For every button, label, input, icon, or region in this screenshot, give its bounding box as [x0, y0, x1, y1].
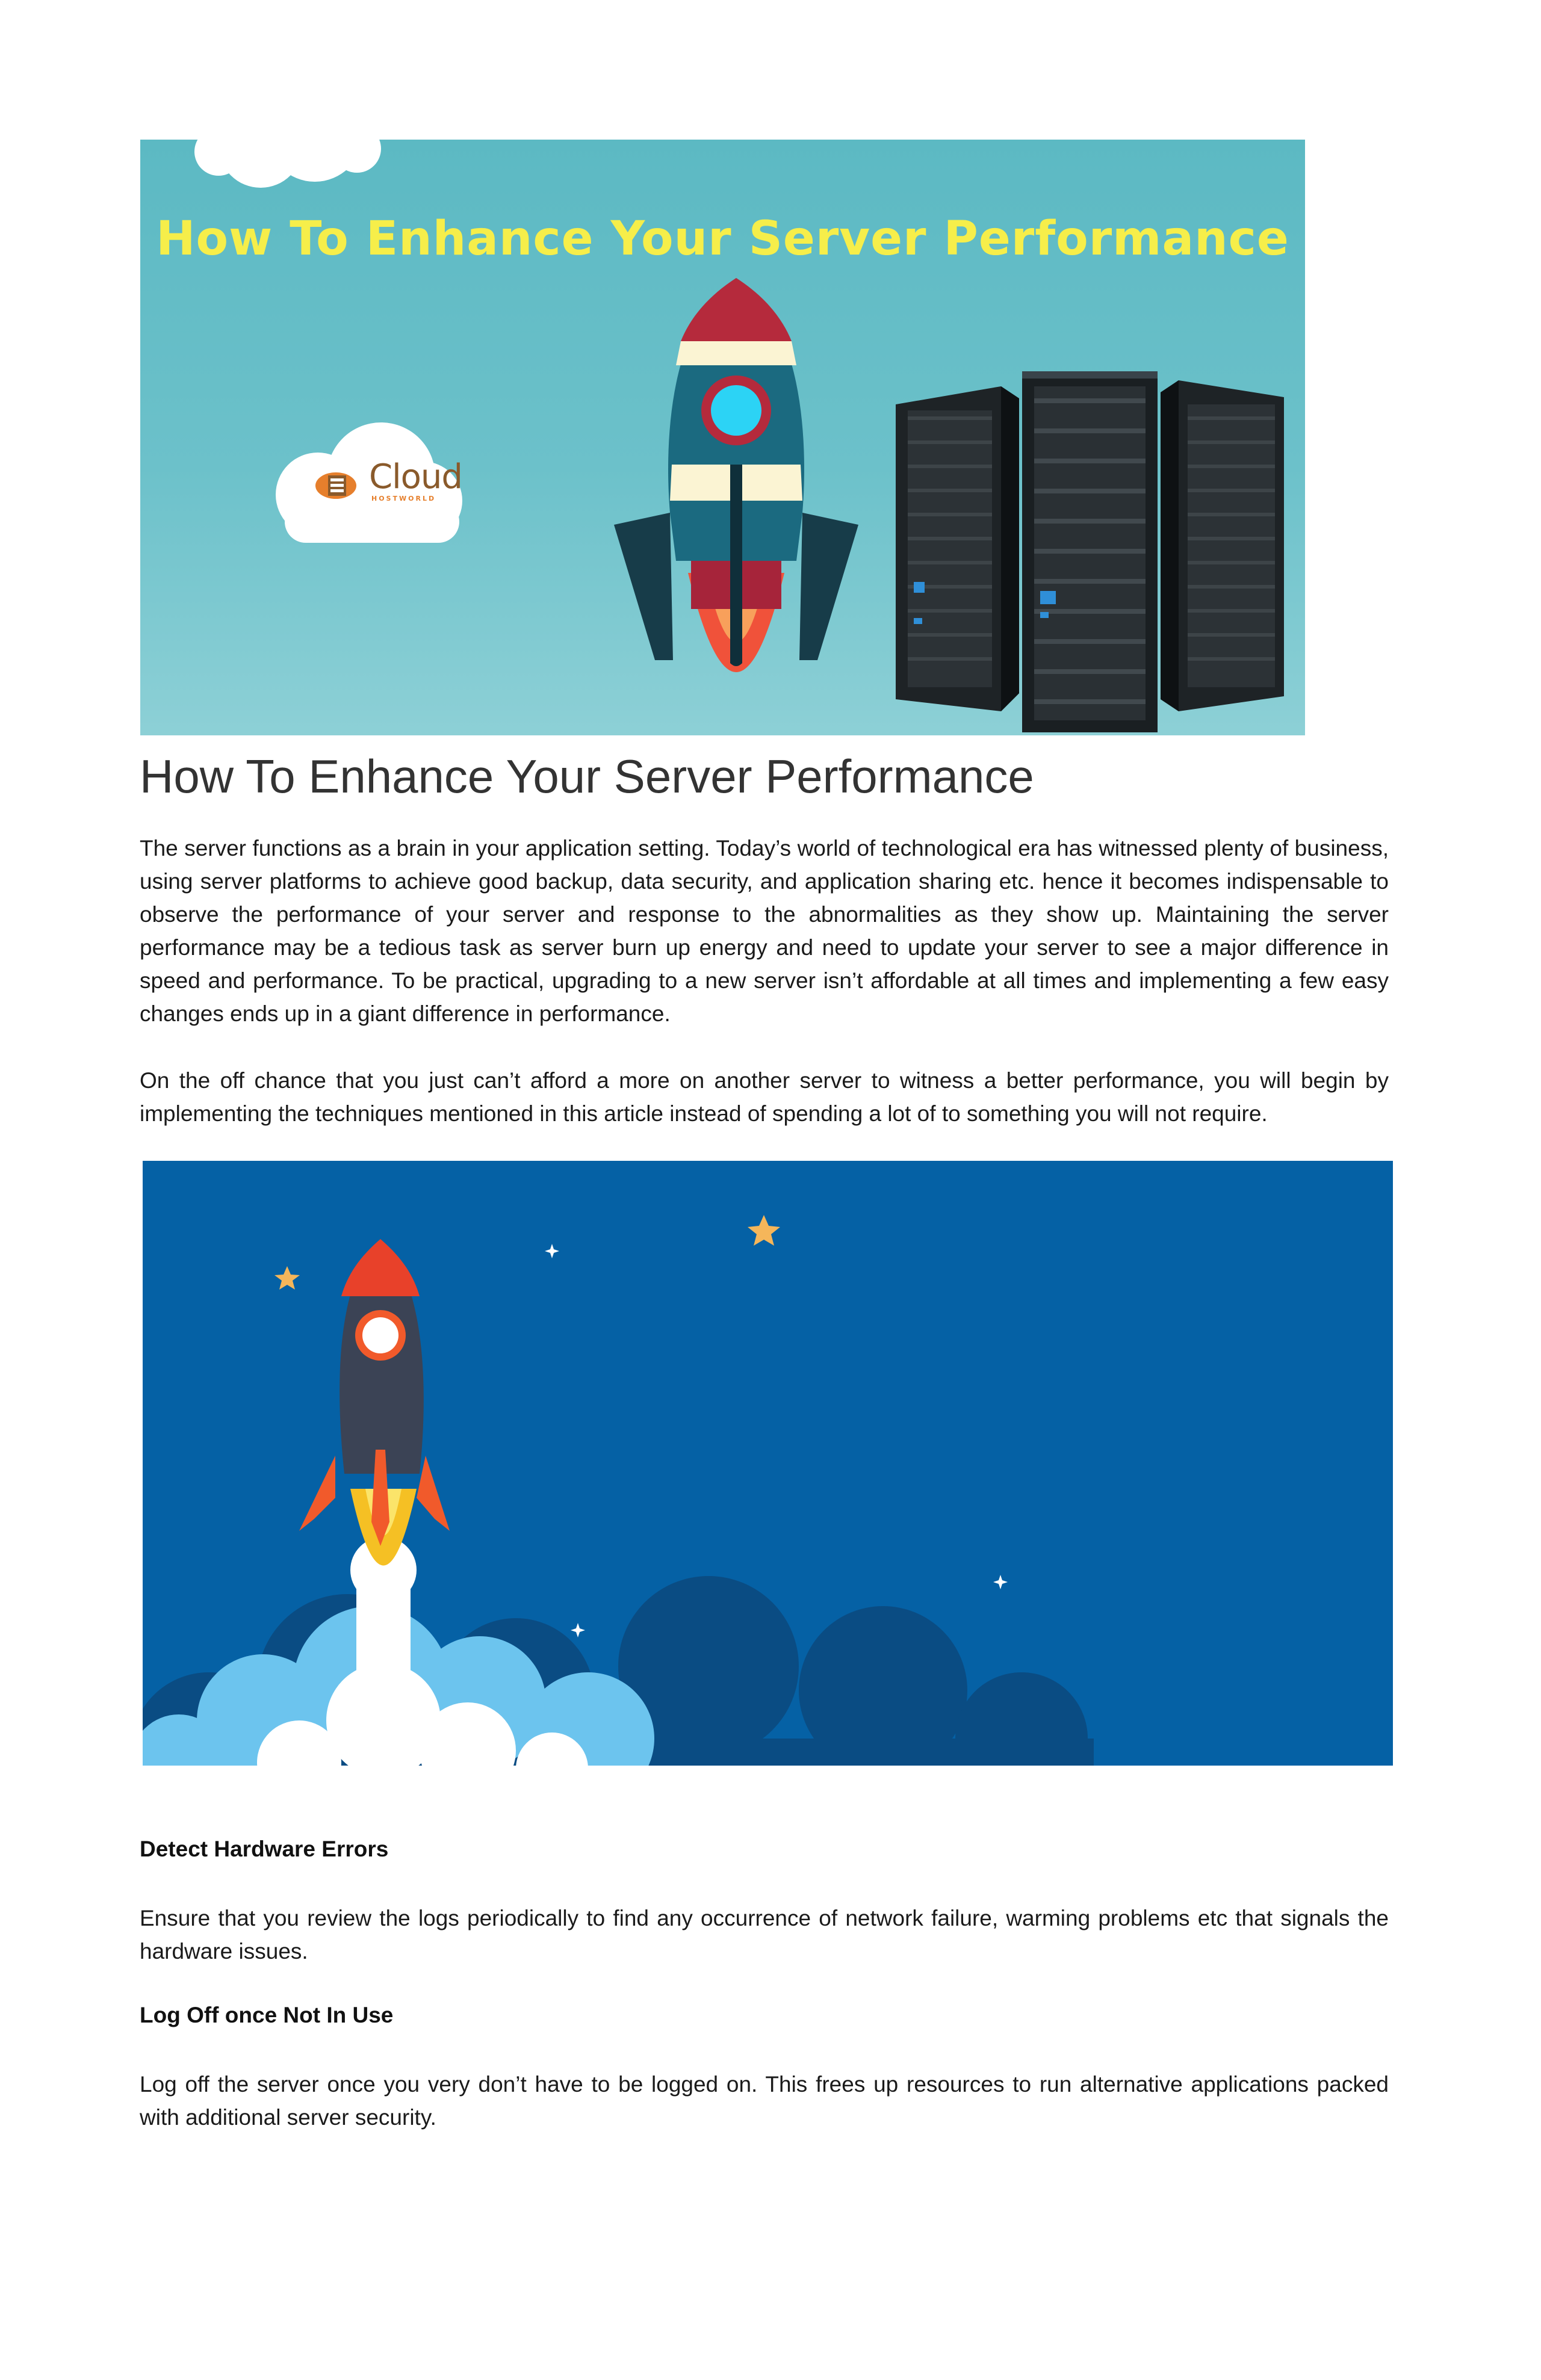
banner-image: [140, 140, 1305, 735]
star-icon: [748, 1215, 780, 1246]
banner-title: How To Enhance Your Server Performance: [156, 212, 1289, 266]
rocket-launch-image: [143, 1161, 1393, 1766]
cloud-icon: [194, 140, 381, 188]
page-title: How To Enhance Your Server Performance: [140, 750, 1034, 803]
section-heading-log-off: Log Off once Not In Use: [140, 2003, 394, 2027]
section-body-log-off: Log off the server once you very don’t have to be logged on. This frees up resources to run alternative applications packed with additional server security.: [140, 2072, 1389, 2130]
rocket-icon: [299, 1239, 450, 1566]
server-rack-icon: [1161, 380, 1284, 711]
sparkle-icon: [545, 1244, 1008, 1637]
logo-mark-icon: [315, 472, 356, 499]
rocket-icon: [614, 278, 858, 672]
second-paragraph: On the off chance that you just can’t afford a more on another server to witness a better performance, you will begin by implementing the techniques mentioned in this article instead of spending a lot of to something you will not require.: [140, 1068, 1389, 1126]
intro-paragraph: The server functions as a brain in your application setting. Today’s world of technological era has witnessed plenty of business, using server platforms to achieve good backup, data security, and application sharing etc. hence it becomes indispensable to observe the performance of your server and response to the abnormalities as they show up. Maintaining the server performance may be a tedious task as server burn up energy and need to update your server to see a major difference in speed and performance. To be practical, upgrading to a new server isn’t affordable at all times and implementing a few easy changes ends up in a giant difference in performance.: [140, 836, 1389, 1026]
logo-text: Cloud: [369, 457, 462, 496]
section-body-hardware: Ensure that you review the logs periodically to find any occurrence of network failure, warming problems etc that signals the hardware issues.: [140, 1906, 1389, 1964]
section-heading-hardware: Detect Hardware Errors: [140, 1837, 389, 1861]
logo-subtext: HOSTWORLD: [371, 495, 436, 502]
rocket-launch-artwork: [143, 1161, 1393, 1766]
server-rack-icon: [896, 386, 1019, 711]
server-rack-icon: [1022, 371, 1158, 732]
star-icon: [274, 1266, 300, 1290]
